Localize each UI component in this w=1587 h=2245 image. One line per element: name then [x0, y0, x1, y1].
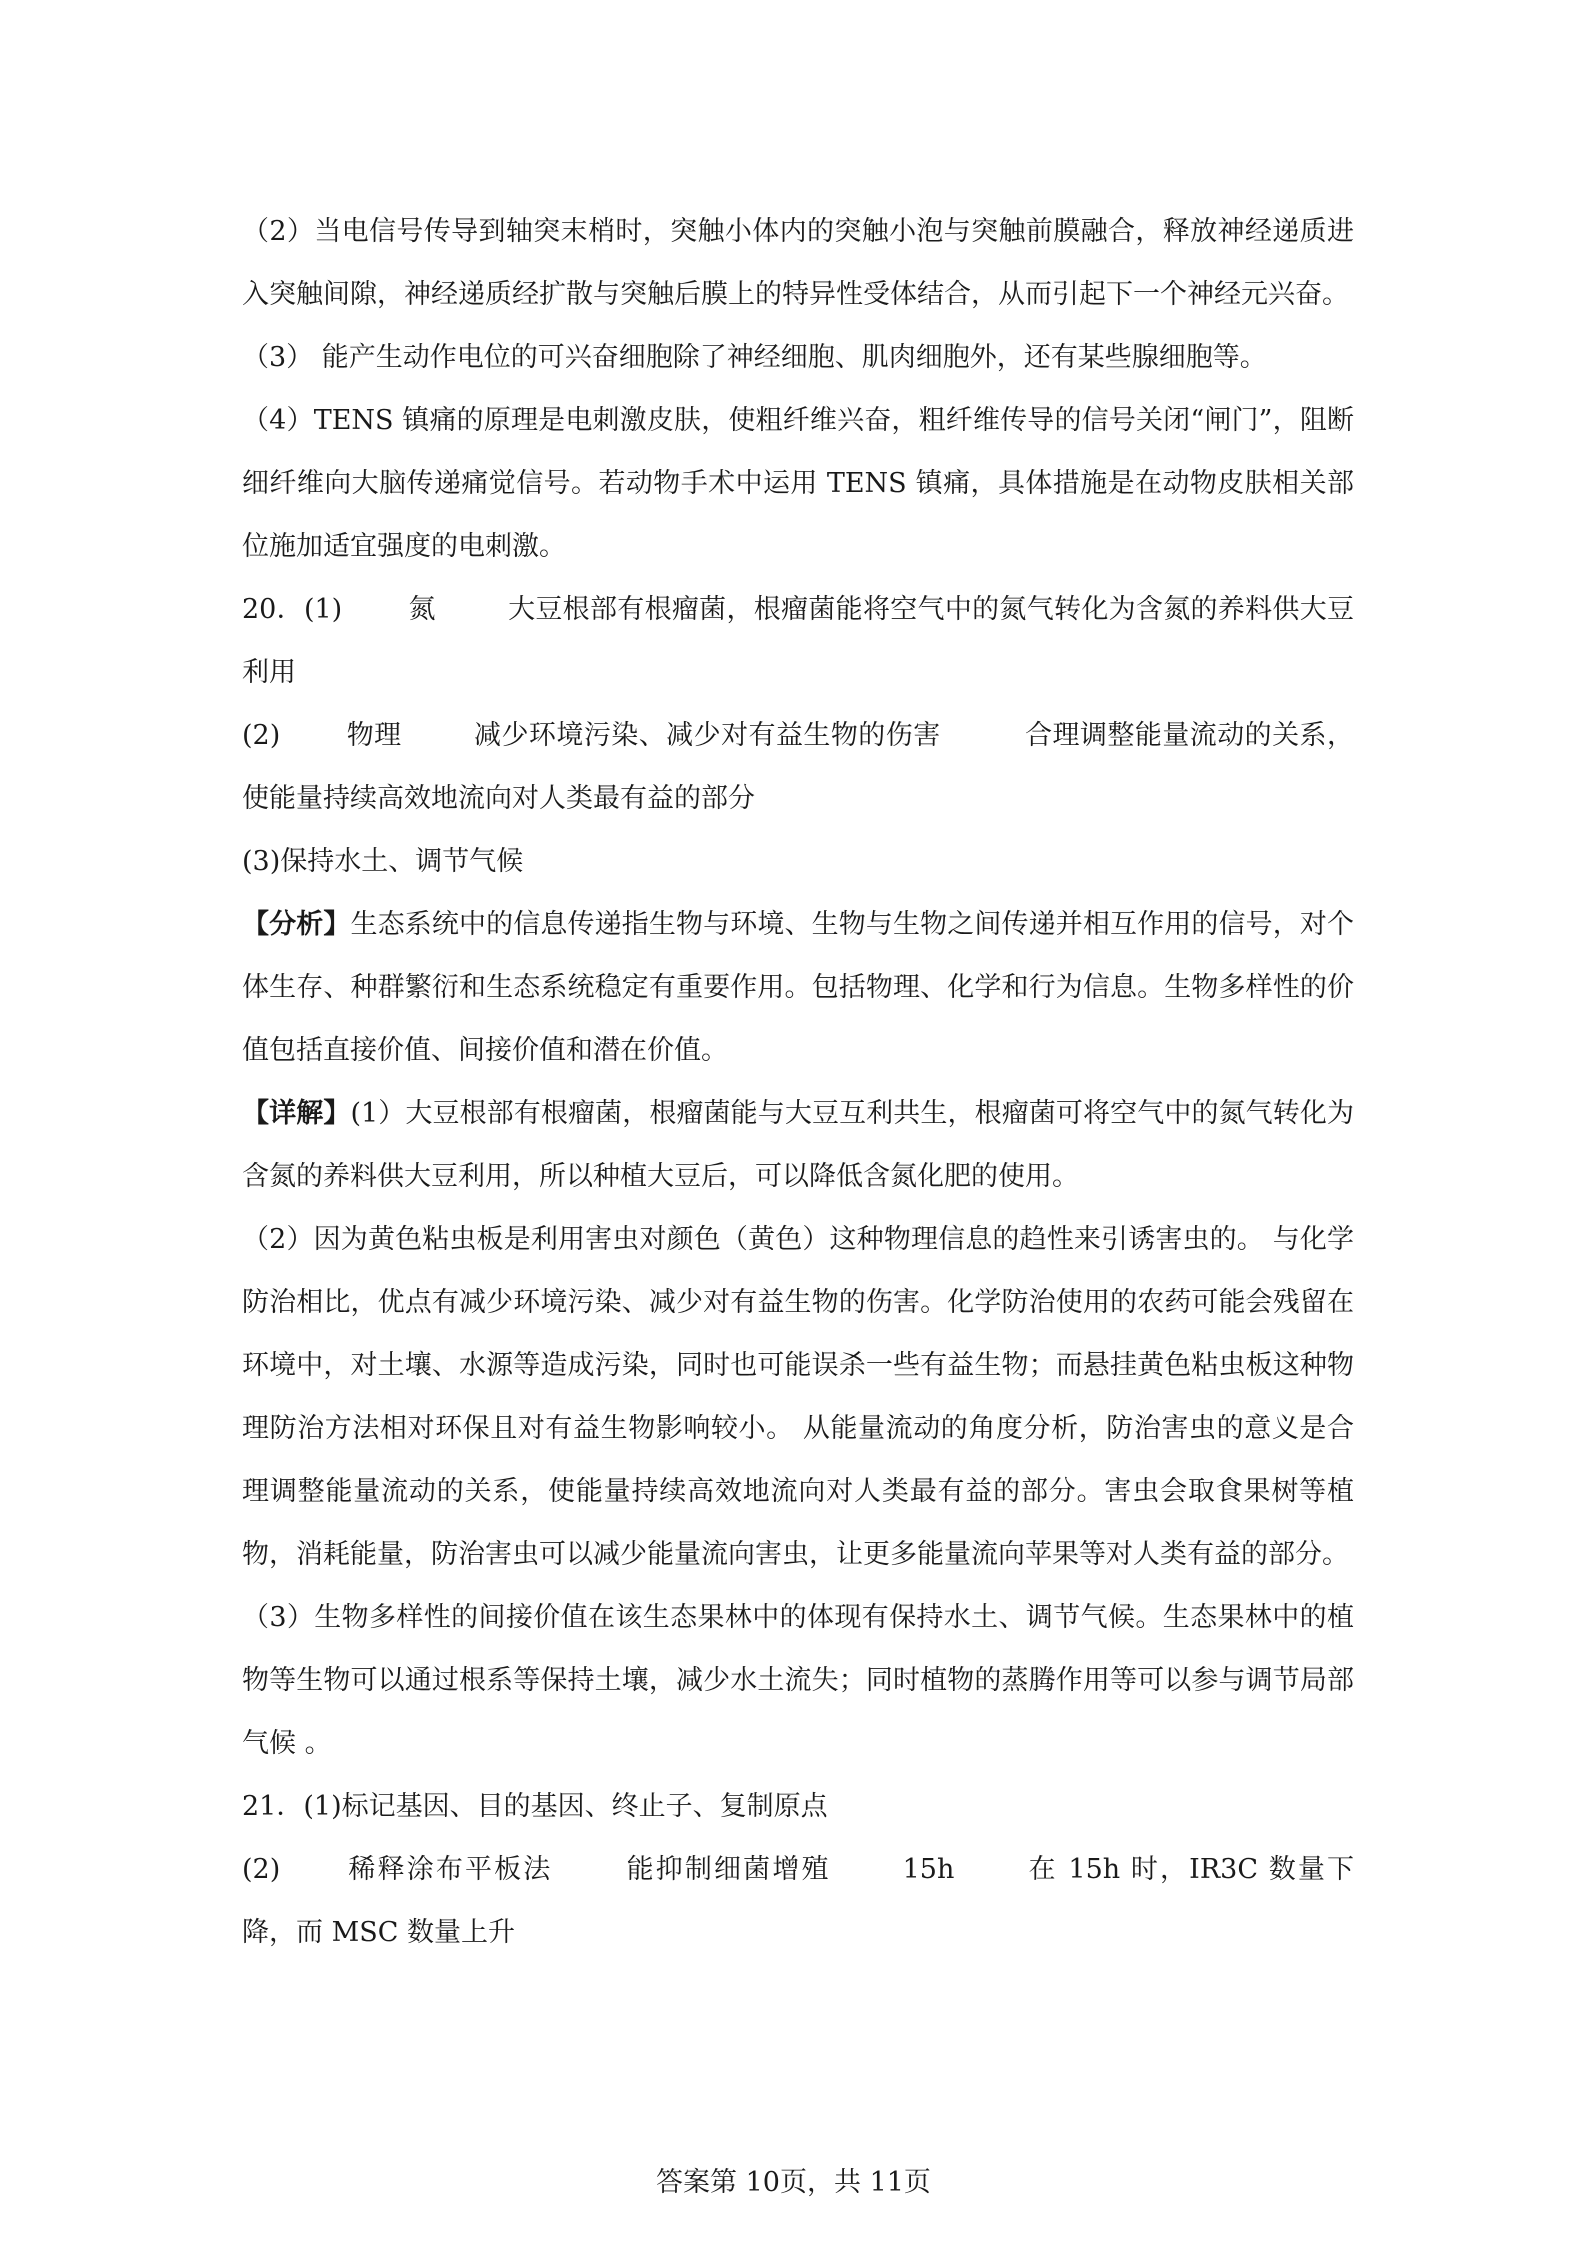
q21-answer-1: 21．(1)标记基因、目的基因、终止子、复制原点: [242, 1791, 828, 1822]
answer-content: [242, 200, 1354, 1964]
q21-a2-blank2: 能抑制细菌增殖: [624, 1854, 831, 1885]
q21-a2-label: (2): [242, 1854, 281, 1885]
q20-detail-2: （2）因为黄色粘虫板是利用害虫对颜色（黄色）这种物理信息的趋性来引诱害虫的。 与化学防治相比，优点有减少环境污染、减少对有益生物的伤害。化学防治使用的农药可能会残留在环境中，对土壤、水源等造成污染，同时也可能误杀一些有益生物；而悬挂黄色粘虫板这种物理防治方法相对环保且对有益生物影响较小。 从能量流动的角度分析，防治害虫的意义是合理调整能量流动的关系，使能量持续高效地流向对人类最有益的部分。害虫会取食果树等植物，消耗能量，防治害虫可以减少能量流向害虫，让更多能量流向苹果等对人类有益的部分。: [242, 1224, 1354, 1570]
q19-part3: （3） 能产生动作电位的可兴奋细胞除了神经细胞、肌肉细胞外，还有某些腺细胞等。: [242, 342, 1267, 373]
q20-a2-blank1: 物理: [346, 720, 402, 751]
q20-a2-blank2: 减少环境污染、减少对有益生物的伤害: [473, 720, 941, 751]
q20-detail-3: （3）生物多样性的间接价值在该生态果林中的体现有保持水土、调节气候。生态果林中的植物等生物可以通过根系等保持土壤，减少水土流失；同时植物的蒸腾作用等可以参与调节局部气候 。: [242, 1602, 1354, 1759]
q20-a2-label: (2): [242, 720, 281, 751]
q20-answer-1: [242, 578, 1354, 704]
page-footer: 答案第 10页，共 11页: [656, 2167, 931, 2198]
q21-a2-blank4: 在 15h 时，IR3C 数量下降，而 MSC 数量上升: [242, 1854, 1355, 1948]
analysis-tag: 【分析】: [242, 909, 351, 940]
q21-a2-blank1: 稀释涂布平板法: [346, 1854, 553, 1885]
q20-detail-1: 【详解】(1）大豆根部有根瘤菌，根瘤菌能与大豆互利共生，根瘤菌可将空气中的氮气转化为含氮的养料供大豆利用，所以种植大豆后，可以降低含氮化肥的使用。: [242, 1098, 1355, 1192]
detail-tag: 【详解】: [242, 1098, 351, 1129]
q21-a2-blank3: 15h: [902, 1854, 955, 1885]
q19-part2: （2）当电信号传导到轴突末梢时，突触小体内的突触小泡与突触前膜融合，释放神经递质进入突触间隙，神经递质经扩散与突触后膜上的特异性受体结合，从而引起下一个神经元兴奋。: [242, 216, 1354, 310]
q20-analysis: 【分析】生态系统中的信息传递指生物与环境、生物与生物之间传递并相互作用的信号，对个体生存、种群繁衍和生态系统稳定有重要作用。包括物理、化学和行为信息。生物多样性的价值包括直接价值、间接价值和潜在价值。: [242, 909, 1354, 1066]
q20-a1-blank1: 氮: [408, 594, 436, 625]
q20-answer-3: (3)保持水土、调节气候: [242, 846, 524, 877]
q21-answer-2: [242, 1838, 1354, 1964]
q20-answer-2: [242, 704, 1354, 830]
q20-a2-blank3: 合理调整能量流动的关系，使能量持续高效地流向对人类最有益的部分: [242, 720, 1355, 814]
q19-part4: （4）TENS 镇痛的原理是电刺激皮肤，使粗纤维兴奋，粗纤维传导的信号关闭“闸门”，阻断细纤维向大脑传递痛觉信号。若动物手术中运用 TENS 镇痛，具体措施是在动物皮肤相关部位施加适宜强度的电刺激。: [242, 405, 1354, 562]
q20-label: 20．(1): [242, 594, 343, 625]
q20-a1-blank2: 大豆根部有根瘤菌，根瘤菌能将空气中的氮气转化为含氮的养料供大豆利用: [242, 594, 1354, 688]
